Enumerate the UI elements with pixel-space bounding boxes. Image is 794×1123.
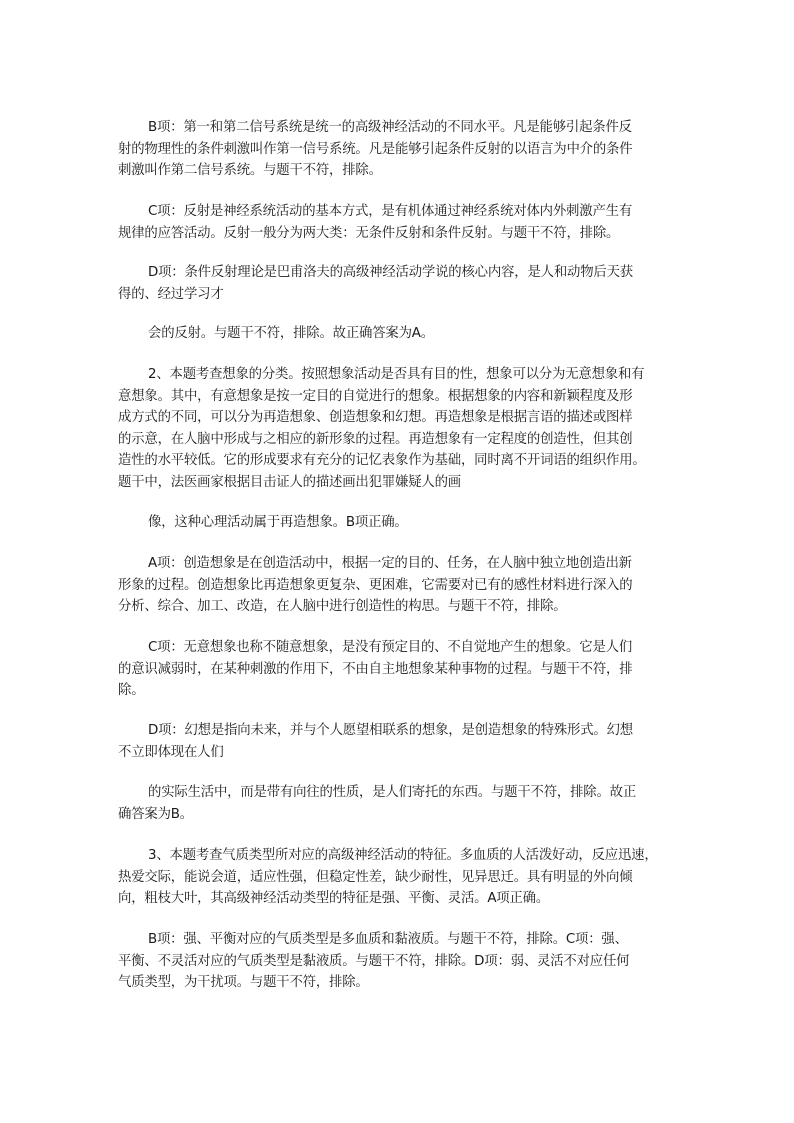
text-line: 热爱交际，能说会道，适应性强，但稳定性差，缺少耐性，见异思迁。具有明显的外向倾 [118,869,633,885]
paragraph-answer-a [118,323,690,345]
text-line: 的实际生活中，而是带有向往的性质，是人们寄托的东西。与题干不符，排除。故正 [148,785,637,800]
text-line: 分析、综合、加工、改造，在人脑中进行创造性的构思。与题干不符，排除。 [118,599,567,614]
text-line: B项：强、平衡对应的气质类型是多血质和黏液质。与题干不符，排除。C项：强、 [148,932,628,947]
text-line: 成方式的不同，可以分为再造想象、创造想象和幻想。再造想象是根据言语的描述或图样 [118,410,633,425]
paragraph-option-a-creative-imagination [118,553,690,618]
paragraph-option-d-fantasy [118,720,690,763]
text-line: 会的反射。与题干不符，排除。故正确答案为A。 [148,326,434,341]
paragraph-option-c-reflex [118,201,690,244]
text-line: D项：幻想是指向未来，并与个人愿望相联系的想象，是创造想象的特殊形式。幻想 [148,723,633,738]
text-line: 形象的过程。创造想象比再造想象更复杂、更困难，它需要对已有的感性材料进行深入的 [118,577,633,593]
text-line: C项：反射是神经系统活动的基本方式，是有机体通过神经系统对体内外刺激产生有 [148,204,633,219]
text-line: 的意识减弱时，在某种刺激的作用下，不由自主地想象某种事物的过程。与题干不符，排 [118,661,633,677]
text-line: 刺激叫作第二信号系统。与题干不符，排除。 [118,163,382,178]
text-line: 意想象。其中，有意想象是按一定目的自觉进行的想象。根据想象的内容和新颖程度及形 [118,388,633,404]
text-line: 除。 [118,683,145,698]
paragraph-options-bcd-temperament [118,929,690,994]
paragraph-option-d-conditioned-reflex [118,262,690,305]
text-line: 造性的水平较低。它的形成要求有充分的记忆表象作为基础，同时离不开词语的组织作用。 [118,453,646,468]
text-line: 射的物理性的条件刺激叫作第一信号系统。凡是能够引起条件反射的以语言为中介的条件 [118,141,633,157]
text-line: 向，粗枝大叶，其高级神经活动类型的特征是强、平衡、灵活。A项正确。 [118,891,550,906]
text-line: D项：条件反射理论是巴甫洛夫的高级神经活动学说的核心内容，是人和动物后天获 [148,265,633,280]
text-line: 气质类型，为干扰项。与题干不符，排除。 [118,975,369,990]
text-line: 不立即体现在人们 [118,744,224,760]
paragraph-question-2-imagination [118,364,690,493]
paragraph-answer-b [118,512,690,534]
text-line: C项：无意想象也称不随意想象，是没有预定目的、不自觉地产生的想象。它是人们 [148,640,633,655]
text-line: 确答案为B。 [118,806,193,822]
paragraph-option-c-unintentional-imagination [118,637,690,702]
text-line: 题干中，法医画家根据目击证人的描述画出犯罪嫌疑人的画 [118,474,461,490]
text-line: 2、本题考查想象的分类。按照想象活动是否具有目的性，想象可以分为无意想象和有 [148,367,645,382]
text-line: B项：第一和第二信号系统是统一的高级神经活动的不同水平。凡是能够引起条件反 [148,120,632,135]
paragraph-option-b-signal-systems [118,117,690,182]
text-line: A项：创造想象是在创造活动中，根据一定的目的、任务，在人脑中独立地创造出新 [148,556,632,571]
text-line: 像，这种心理活动属于再造想象。B项正确。 [148,515,408,530]
text-line: 3、本题考查气质类型所对应的高级神经活动的特征。多血质的人活泼好动，反应迅速， [148,848,658,863]
text-line: 得的、经过学习才 [118,286,224,302]
paragraph-answer-b-fantasy [118,782,690,825]
paragraph-question-3-temperament [118,845,690,910]
text-line: 平衡、不灵活对应的气质类型是黏液质。与题干不符，排除。D项：弱、灵活不对应任何 [118,953,630,969]
text-line: 规律的应答活动。反射一般分为两大类：无条件反射和条件反射。与题干不符，排除。 [118,225,620,241]
text-line: 的示意，在人脑中形成与之相应的新形象的过程。再造想象有一定程度的创造性，但其创 [118,431,633,447]
